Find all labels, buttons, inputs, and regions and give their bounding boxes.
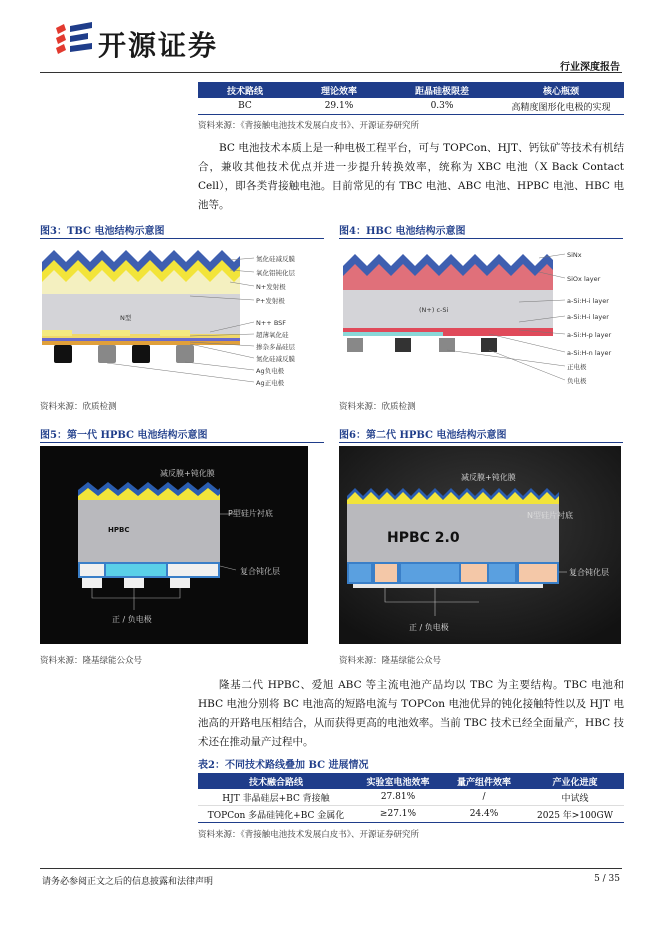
fig3-label: 氮化硅减反膜	[256, 355, 295, 363]
fig6-side-label-1: N型硅片衬底	[527, 511, 573, 520]
footer-disclaimer: 请务必参阅正文之后的信息披露和法律声明	[42, 877, 214, 887]
fig4-label: a-Si:H-i layer	[567, 297, 609, 305]
table-cell: 0.3%	[386, 98, 498, 115]
fig6-center-label: HPBC 2.0	[387, 530, 460, 546]
table-cell: BC	[198, 98, 292, 115]
table1-source: 资料来源：《背接触电池技术发展白皮书》、开源证券研究所	[198, 121, 420, 131]
fig5-source: 资料来源：隆基绿能公众号	[40, 656, 143, 666]
fig5-side-label-1: P型硅片衬底	[228, 509, 273, 518]
table-header: 技术融合路线	[198, 773, 354, 789]
footer-divider	[40, 868, 622, 869]
table-header: 技术路线	[198, 82, 292, 98]
table-header: 实验室电池效率	[354, 773, 442, 789]
fig3-label: P+发射极	[256, 297, 285, 305]
table-cell: /	[482, 792, 486, 802]
fig6-source: 资料来源：隆基绿能公众号	[339, 656, 442, 666]
fig6-rule	[339, 442, 623, 443]
hbc-diagram	[339, 242, 623, 392]
fig4-label: a-Si:H-i layer	[567, 313, 609, 321]
fig3-label: Ag负电极	[256, 367, 285, 375]
fig5-title: 图5：第一代 HPBC 电池结构示意图	[40, 430, 208, 441]
header-divider	[40, 72, 622, 73]
table-header: 距晶硅极限差	[386, 82, 498, 98]
fig4-center-label: (N+) c-Si	[419, 306, 449, 314]
fig6-top-label: 减反膜+钝化膜	[461, 473, 516, 482]
fig3-label: 氮化硅减反膜	[256, 255, 295, 263]
hpbc-gen1-diagram	[40, 446, 308, 644]
table-cell: 29.1%	[292, 98, 386, 115]
table-cell: 24.4%	[442, 806, 526, 823]
table-cell: 高精度图形化电极的实现	[498, 98, 624, 115]
fig3-label: 超薄氧化硅	[256, 331, 289, 339]
table-cell: 2025 年>100GW	[526, 806, 624, 823]
paragraph-2: 隆基二代 HPBC、爱旭 ABC 等主流电池产品均以 TBC 为主要结构。TBC 电池和 HBC 电池分别将 BC 电池高的短路电流与 TOPCon 电池优异的钝化接触特性以及 HJT 电池高的开路电压相结合，从而获得更高的电池效率。当前 TBC 技术已经全面量产，HBC 技术还在推动量产过程中。	[198, 679, 624, 748]
table-header: 核心瓶颈	[498, 82, 624, 98]
fig4-label: a-Si:H-n layer	[567, 349, 612, 357]
fig4-label: a-Si:H-p layer	[567, 331, 612, 339]
hpbc-gen2-diagram	[339, 446, 621, 644]
table-cell: 27.81%	[380, 792, 416, 802]
fig3-source: 资料来源：欣质检测	[40, 402, 117, 412]
company-name: 开源证券	[98, 29, 219, 62]
paragraph-1: BC 电池技术本质上是一种电极工程平台，可与 TOPCon、HJT、钙钛矿等技术有机结合，兼收其他技术优点并进一步提升转换效率，统称为 XBC 电池（X Back Contact Cell），即各类背接触电池。目前常见的有 TBC 电池、ABC 电池、HPBC 电池、HBC 电池等。	[198, 142, 624, 211]
table-row	[198, 98, 624, 115]
fig6-side-label-2: 复合钝化层	[569, 568, 609, 577]
tech-route-table	[198, 82, 624, 115]
fig3-center-label: N型	[120, 314, 132, 322]
fig5-side-label-2: 复合钝化层	[240, 567, 280, 576]
fig3-label: N+发射极	[256, 283, 286, 291]
fig5-bottom-label: 正 / 负电极	[112, 615, 152, 624]
fig3-title: 图3：TBC 电池结构示意图	[40, 226, 165, 237]
fig4-source: 资料来源：欣质检测	[339, 402, 416, 412]
fig3-label: Ag正电极	[256, 379, 285, 387]
report-type: 行业深度报告	[560, 62, 620, 73]
table-cell: HJT 非晶硅层+BC 背接触	[222, 793, 330, 804]
fig4-label: SiNx	[567, 251, 582, 259]
company-logo-icon	[54, 22, 94, 60]
fig5-center-label: HPBC	[108, 526, 130, 534]
fig4-label: 负电极	[567, 377, 587, 385]
table-cell: 中试线	[561, 793, 589, 804]
fig3-label: N++ BSF	[256, 319, 287, 327]
fig4-rule	[339, 238, 623, 239]
table-row	[198, 806, 624, 823]
table2-title: 表2：不同技术路线叠加 BC 进展情况	[198, 760, 369, 771]
fig3-rule	[40, 238, 324, 239]
fig4-label: SiOx layer	[567, 275, 601, 283]
table-header: 量产组件效率	[442, 773, 526, 789]
fig4-label: 正电极	[567, 363, 587, 371]
bc-progress-table	[198, 773, 624, 823]
fig3-label: 掺杂多晶硅层	[256, 343, 295, 351]
table-row	[198, 789, 624, 806]
page-number: 5 / 35	[594, 874, 620, 884]
fig5-rule	[40, 442, 324, 443]
fig3-label: 氧化铝钝化层	[256, 269, 295, 277]
tbc-diagram	[40, 242, 324, 392]
fig5-top-label: 减反膜+钝化膜	[160, 469, 215, 478]
fig4-title: 图4：HBC 电池结构示意图	[339, 226, 466, 237]
fig6-bottom-label: 正 / 负电极	[409, 623, 449, 632]
table-cell: TOPCon 多晶硅钝化+BC 金属化	[198, 806, 354, 823]
table-header: 理论效率	[292, 82, 386, 98]
table2-source: 资料来源：《背接触电池技术发展白皮书》、开源证券研究所	[198, 830, 420, 840]
fig6-title: 图6：第二代 HPBC 电池结构示意图	[339, 430, 507, 441]
table-header: 产业化进度	[526, 773, 624, 789]
table-cell: ≥27.1%	[354, 806, 442, 823]
